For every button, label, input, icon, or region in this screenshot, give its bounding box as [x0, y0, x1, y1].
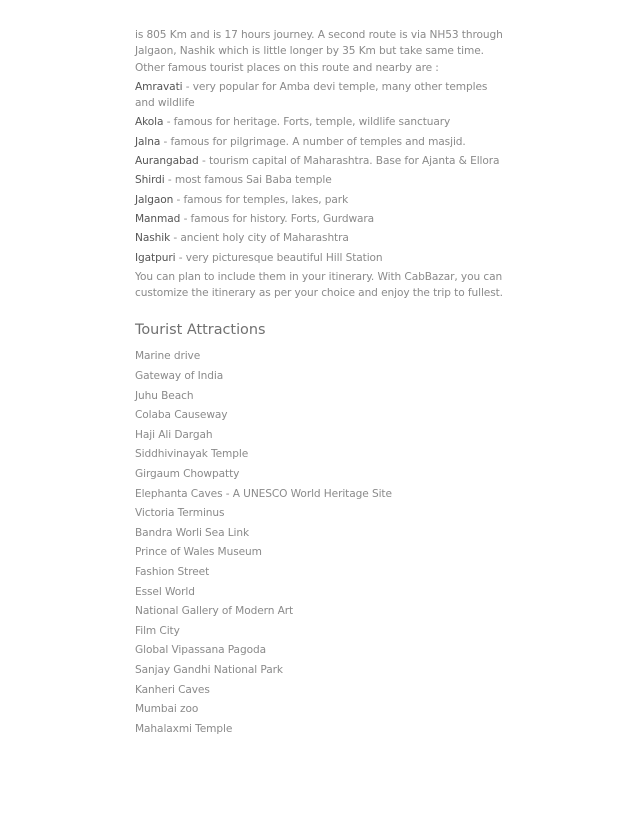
attraction-item: Haji Ali Dargah: [135, 428, 213, 441]
place-description: - ancient holy city of Maharashtra: [170, 232, 349, 245]
tourist-attractions-heading: Tourist Attractions: [135, 322, 266, 339]
attraction-item: Global Vipassana Pagoda: [135, 644, 266, 657]
attraction-item: Girgaum Chowpatty: [135, 468, 240, 481]
place-description: - most famous Sai Baba temple: [164, 174, 332, 187]
place-item: [135, 230, 507, 246]
place-item: [135, 192, 507, 208]
place-name: Amravati: [135, 80, 183, 93]
nearby-places-list: [135, 79, 507, 266]
attraction-item: Juhu Beach: [135, 389, 194, 402]
place-item: [135, 250, 507, 266]
place-description: - famous for history. Forts, Gurdwara: [180, 212, 375, 225]
place-name: Aurangabad: [135, 155, 199, 168]
place-item: [135, 114, 507, 130]
place-item: [135, 134, 507, 150]
attraction-item: Film City: [135, 624, 180, 637]
attraction-item: Gateway of India: [135, 370, 224, 383]
attraction-item: Prince of Wales Museum: [135, 546, 262, 559]
place-name: Nashik: [135, 232, 171, 245]
place-name: Jalgaon: [135, 193, 174, 206]
attraction-item: Victoria Terminus: [135, 507, 225, 520]
attraction-item: Kanheri Caves: [135, 683, 210, 696]
attraction-item: Essel World: [135, 585, 195, 598]
place-name: Igatpuri: [135, 251, 176, 264]
place-item: [135, 153, 507, 169]
place-item: [135, 79, 507, 112]
place-description: - famous for temples, lakes, park: [173, 193, 349, 206]
place-description: - tourism capital of Maharashtra. Base for Ajanta & Ellora: [198, 155, 500, 168]
attraction-item: Colaba Causeway: [135, 409, 228, 422]
attraction-item: National Gallery of Modern Art: [135, 605, 294, 618]
place-name: Shirdi: [135, 174, 165, 187]
place-name: Akola: [135, 116, 164, 129]
place-description: - very popular for Amba devi temple, many other temples and wildlife: [135, 80, 488, 110]
attraction-item: Mahalaxmi Temple: [135, 722, 233, 735]
place-description: - very picturesque beautiful Hill Station: [175, 251, 383, 264]
attraction-item: Marine drive: [135, 350, 201, 363]
place-item: [135, 211, 507, 227]
attraction-item: Bandra Worli Sea Link: [135, 526, 250, 539]
place-name: Manmad: [135, 212, 181, 225]
intro-paragraph: is 805 Km and is 17 hours journey. A second route is via NH53 through Jalgaon, Nashik which is little longer by 35 Km but take same time. Other famous tourist places on this route and nearby are :: [135, 29, 503, 74]
place-item: [135, 172, 507, 188]
place-description: - famous for pilgrimage. A number of temples and masjid.: [160, 135, 466, 148]
attraction-item: Fashion Street: [135, 565, 210, 578]
place-description: - famous for heritage. Forts, temple, wildlife sanctuary: [163, 116, 451, 129]
attraction-item: Mumbai zoo: [135, 703, 199, 716]
attraction-item: Elephanta Caves - A UNESCO World Heritage Site: [135, 487, 392, 500]
attraction-item: Siddhivinayak Temple: [135, 448, 249, 461]
place-name: Jalna: [135, 135, 161, 148]
closing-paragraph: You can plan to include them in your itinerary. With CabBazar, you can customize the itinerary as per your choice and enjoy the trip to fullest.: [135, 270, 503, 300]
document-page: [135, 27, 507, 739]
tourist-attractions-list: [135, 347, 507, 739]
attraction-item: Sanjay Gandhi National Park: [135, 663, 283, 676]
